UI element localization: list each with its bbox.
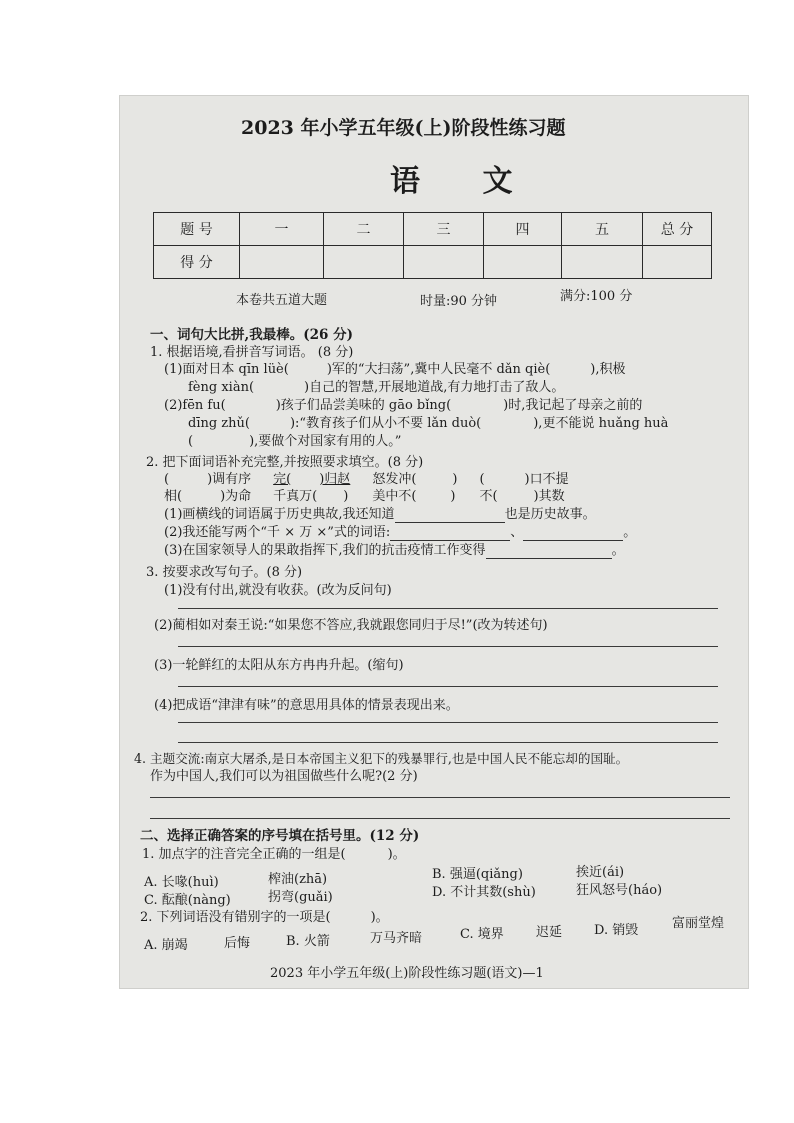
answer-line[interactable] (150, 797, 730, 798)
score-table-header-row (154, 213, 712, 246)
p2-q1-option-a1: A. 长喙(huì) (144, 875, 219, 890)
p2-q1-option-d1: D. 不计其数(shù) (432, 885, 536, 900)
q2-sub1: (1)画横线的词语属于历史典故,我还知道 也是历史故事。 (164, 507, 596, 522)
q2-sub2: (2)我还能写两个“千 × 万 ×”式的词语: 、 。 (164, 525, 637, 540)
score-cell (240, 246, 324, 279)
exam-paper (120, 96, 748, 988)
q3-sentence1: (1)没有付出,就没有收获。(改为反问句) (164, 583, 392, 598)
score-cell: 三 (404, 213, 484, 246)
p2-q1-option-b1: B. 强逼(qiǎng) (432, 867, 523, 882)
answer-line[interactable] (178, 742, 718, 743)
score-table-score-row (154, 246, 712, 279)
p2-q2-option-c2: 迟延 (536, 925, 563, 940)
q4-line1: 4. 主题交流:南京大屠杀,是日本帝国主义犯下的残暴罪行,也是中国人民不能忘却的国耻。 (134, 751, 629, 766)
q1-line4: dīng zhǔ( ):“教育孩子们从小不要 lǎn duò( ),更不能说 huǎng huà (188, 416, 669, 431)
score-cell (562, 246, 643, 279)
score-cell: 得 分 (154, 246, 240, 279)
p2-q1-option-c2: 拐弯(guǎi) (268, 890, 333, 905)
subject-title: 语 文 (390, 164, 539, 199)
q2-heading: 2. 把下面词语补充完整,并按照要求填空。(8 分) (146, 455, 424, 470)
q3-heading: 3. 按要求改写句子。(8 分) (146, 565, 303, 580)
score-cell (324, 246, 404, 279)
answer-line[interactable] (178, 646, 718, 647)
p2-q2-option-d1: D. 销毁 (594, 923, 639, 938)
p2-q2-option-a2: 后悔 (224, 936, 251, 951)
score-cell: 一 (240, 213, 324, 246)
p2-q1-option-d2: 狂风怒号(háo) (576, 883, 663, 898)
q3-sentence2: (2)蔺相如对秦王说:“如果您不答应,我就跟您同归于尽!”(改为转述句) (154, 618, 548, 633)
q3-sentence3: (3)一轮鲜红的太阳从东方冉冉升起。(缩句) (154, 658, 404, 673)
section-count: 本卷共五道大题 (236, 293, 328, 308)
answer-line[interactable] (178, 686, 718, 687)
p2-q1-option-a2: 榨油(zhā) (268, 872, 328, 887)
score-cell: 五 (562, 213, 643, 246)
time-limit: 时量:90 分钟 (420, 294, 498, 309)
part1-heading: 一、词句大比拼,我最棒。(26 分) (150, 327, 353, 343)
page-footer: 2023 年小学五年级(上)阶段性练习题(语文)—1 (270, 966, 544, 981)
q1-line5: ( ),要做个对国家有用的人。” (188, 434, 402, 449)
p2-q2-option-b1: B. 火箭 (286, 934, 330, 949)
score-table (153, 212, 712, 279)
answer-line[interactable] (150, 818, 730, 819)
score-cell (484, 246, 562, 279)
p2-q1-heading: 1. 加点字的注音完全正确的一组是( )。 (142, 847, 406, 862)
p2-q1-option-b2: 挨近(ái) (576, 865, 625, 880)
p2-q2-option-d2: 富丽堂煌 (672, 916, 725, 931)
score-cell: 题 号 (154, 213, 240, 246)
p2-q2-option-a1: A. 崩竭 (144, 938, 188, 953)
q1-heading: 1. 根据语境,看拼音写词语。 (8 分) (150, 345, 354, 360)
score-cell: 总 分 (643, 213, 712, 246)
q2-row1: ( )调有序 完( )归赵 怒发冲( ) ( )口不提 (164, 472, 569, 487)
p2-q2-option-c1: C. 境界 (460, 927, 504, 942)
part2-heading: 二、选择正确答案的序号填在括号里。(12 分) (140, 828, 420, 844)
q1-line1: (1)面对日本 qīn lüè( )军的“大扫荡”,冀中人民毫不 dǎn qiè( ),积极 (164, 362, 626, 377)
q2-row2: 相( )为命 千真万( ) 美中不( ) 不( )其数 (164, 489, 565, 504)
full-score: 满分:100 分 (560, 289, 633, 304)
exam-title: 2023 年小学五年级(上)阶段性练习题 (241, 117, 566, 139)
p2-q2-heading: 2. 下列词语没有错别字的一项是( )。 (140, 910, 389, 925)
p2-q2-option-b2: 万马齐暗 (370, 931, 423, 946)
q1-line3: (2)fēn fu( )孩子们品尝美味的 gāo bǐng( )时,我记起了母亲之前的 (164, 398, 643, 413)
q2-sub3: (3)在国家领导人的果敢指挥下,我们的抗击疫情工作变得 。 (164, 543, 625, 558)
answer-line[interactable] (178, 608, 718, 609)
score-cell: 四 (484, 213, 562, 246)
q3-sentence4: (4)把成语“津津有味”的意思用具体的情景表现出来。 (154, 698, 459, 713)
score-cell: 二 (324, 213, 404, 246)
score-cell (643, 246, 712, 279)
q4-line2: 作为中国人,我们可以为祖国做些什么呢?(2 分) (150, 769, 418, 784)
answer-line[interactable] (178, 722, 718, 723)
q1-line2: fèng xiàn( )自己的智慧,开展地道战,有力地打击了敌人。 (188, 380, 565, 395)
score-cell (404, 246, 484, 279)
p2-q1-option-c1: C. 酝酿(nàng) (144, 893, 231, 908)
